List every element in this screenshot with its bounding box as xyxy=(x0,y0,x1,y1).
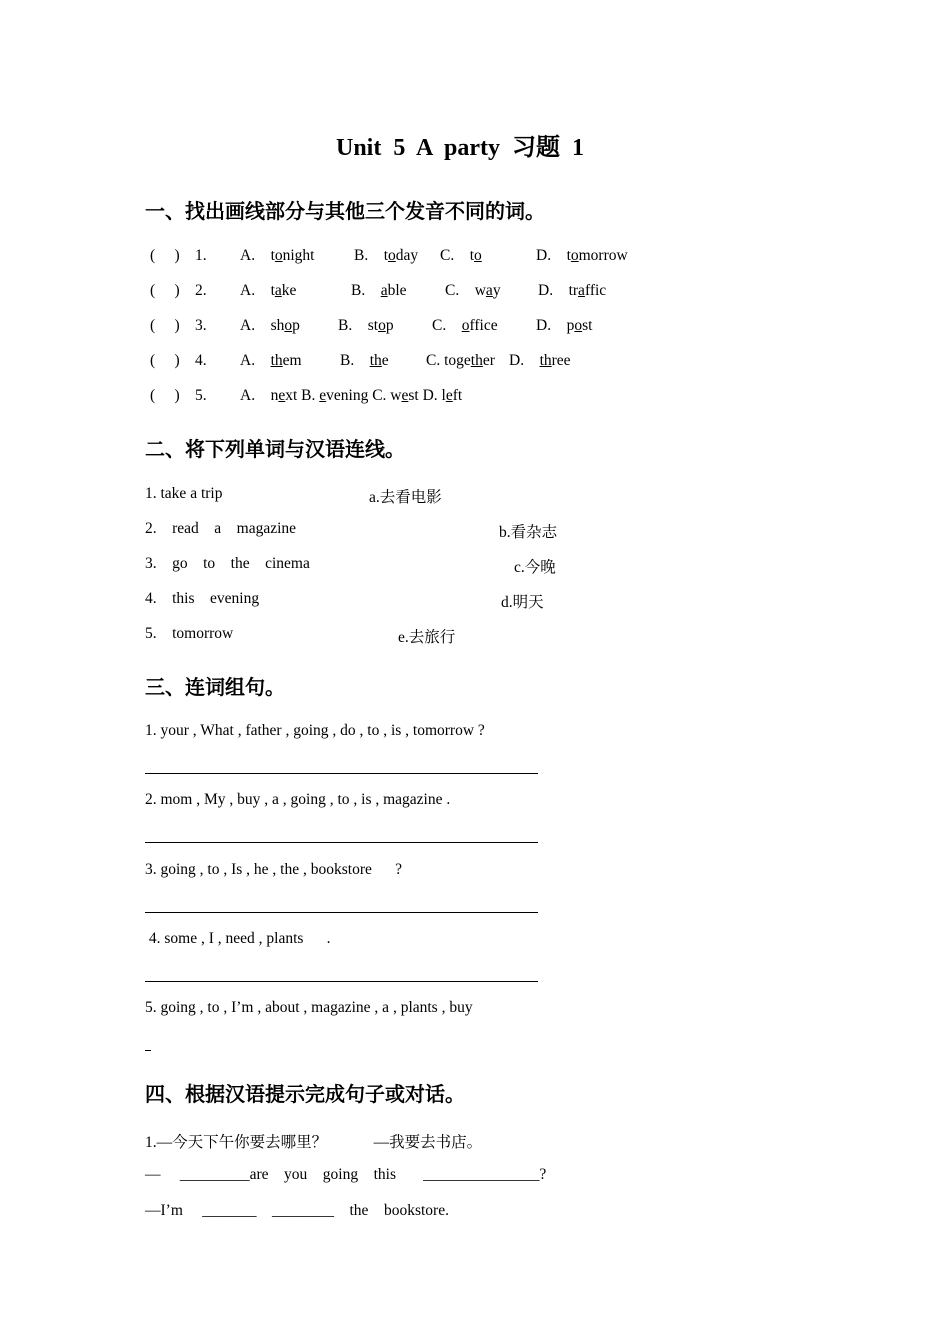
dialogue-line-1[interactable]: — _________are you going this _______________? xyxy=(145,1166,547,1183)
option-c: C. together xyxy=(426,352,495,369)
option-b: B. today xyxy=(354,247,419,264)
option-a: A. take xyxy=(240,282,297,299)
question-number: 5. xyxy=(195,387,207,404)
option-c: C. way xyxy=(445,282,501,299)
section-1-heading: 一、找出画线部分与其他三个发音不同的词。 xyxy=(145,201,545,223)
match-right-item[interactable]: c.今晚 xyxy=(514,559,556,576)
match-right-item[interactable]: d.明天 xyxy=(501,594,544,611)
option-a: A. shop xyxy=(240,317,300,334)
word-order-item: 4. some , I , need , plants . xyxy=(145,930,331,947)
word-order-item: 2. mom , My , buy , a , going , to , is , magazine . xyxy=(145,791,451,808)
answer-paren[interactable]: ( ) xyxy=(150,352,180,369)
answer-paren[interactable]: ( ) xyxy=(150,247,180,264)
match-right-item[interactable]: e.去旅行 xyxy=(398,629,456,646)
match-right-item[interactable]: b.看杂志 xyxy=(499,524,558,541)
word-order-item: 3. going , to , Is , he , the , bookstore ? xyxy=(145,861,403,878)
option-b: B. stop xyxy=(338,317,394,334)
question-number: 2. xyxy=(195,282,207,299)
match-left-item[interactable]: 4. this evening xyxy=(145,590,260,607)
question-number: 3. xyxy=(195,317,207,334)
answer-line[interactable] xyxy=(145,773,538,774)
answer-paren[interactable]: ( ) xyxy=(150,387,180,404)
option-a: A. them xyxy=(240,352,302,369)
section-4-heading: 四、根据汉语提示完成句子或对话。 xyxy=(145,1084,465,1106)
match-left-item[interactable]: 5. tomorrow xyxy=(145,625,234,642)
option-a: A. tonight xyxy=(240,247,315,264)
option-d: D. tomorrow xyxy=(536,247,628,264)
option-d: D. post xyxy=(536,317,593,334)
answer-line[interactable] xyxy=(145,912,538,913)
answer-paren[interactable]: ( ) xyxy=(150,317,180,334)
match-left-item[interactable]: 2. read a magazine xyxy=(145,520,297,537)
option-d: D. three xyxy=(509,352,571,369)
answer-line[interactable] xyxy=(145,981,538,982)
dialogue-line-2[interactable]: —I’m _______ ________ the bookstore. xyxy=(145,1202,449,1219)
options-row-5: A. next B. evening C. west D. left xyxy=(240,387,463,404)
match-right-item[interactable]: a.去看电影 xyxy=(369,489,442,506)
answer-line-short[interactable] xyxy=(145,1050,151,1051)
word-order-item: 5. going , to , I’m , about , magazine , a , plants , buy xyxy=(145,999,473,1016)
page-title: Unit 5 A party 习题 1 xyxy=(336,135,585,161)
question-number: 4. xyxy=(195,352,207,369)
match-left-item[interactable]: 1. take a trip xyxy=(145,485,223,502)
option-b: B. the xyxy=(340,352,389,369)
match-left-item[interactable]: 3. go to the cinema xyxy=(145,555,310,572)
option-c: C. to xyxy=(440,247,482,264)
option-d: D. traffic xyxy=(538,282,607,299)
word-order-item: 1. your , What , father , going , do , to , is , tomorrow ? xyxy=(145,722,485,739)
option-b: B. able xyxy=(351,282,407,299)
answer-line[interactable] xyxy=(145,842,538,843)
section-3-heading: 三、连词组句。 xyxy=(145,677,285,699)
section-2-heading: 二、将下列单词与汉语连线。 xyxy=(145,439,405,461)
answer-paren[interactable]: ( ) xyxy=(150,282,180,299)
dialogue-chinese: 1.—今天下午你要去哪里？ —我要去书店。 xyxy=(145,1134,483,1151)
option-c: C. office xyxy=(432,317,498,334)
question-number: 1. xyxy=(195,247,207,264)
